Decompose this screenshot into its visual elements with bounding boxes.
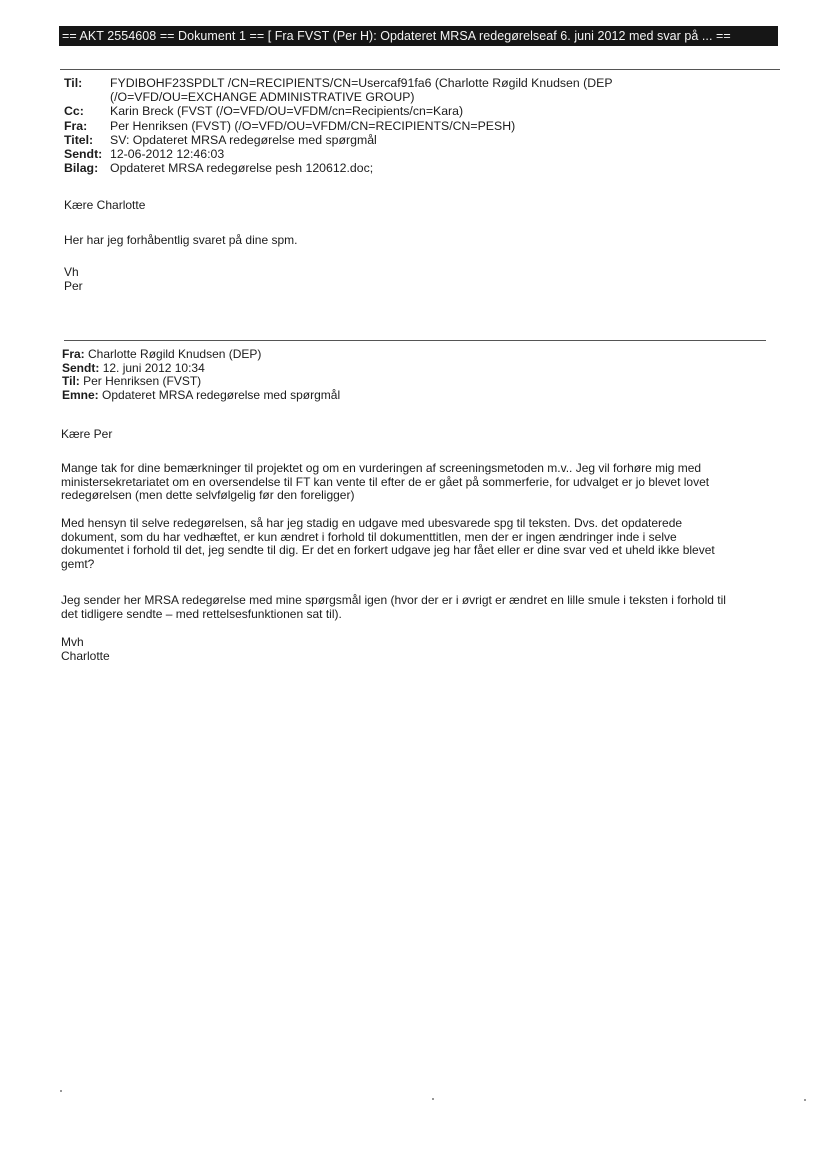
scan-speck <box>804 1099 806 1101</box>
reply-name: Per <box>64 279 83 293</box>
sendt-value: 12-06-2012 12:46:03 <box>110 147 225 162</box>
fra-label: Fra: <box>64 118 88 133</box>
fra-value: Per Henriksen (FVST) (/O=VFD/OU=VFDM/CN=RECIPIENTS/CN=PESH) <box>110 118 516 133</box>
quote-divider <box>64 340 766 341</box>
original-til-value: Per Henriksen (FVST) <box>83 374 202 389</box>
scan-speck <box>60 1090 62 1092</box>
reply-closing: Vh <box>64 265 79 279</box>
original-greeting: Kære Per <box>61 427 113 441</box>
original-fra-row <box>62 348 340 362</box>
header-row-cc <box>64 104 670 118</box>
scan-speck <box>432 1098 434 1100</box>
paragraph-1-line-1: Mange tak for dine bemærkninger til projektet og om en vurderingen af screeningsmetoden m.v.. Jeg vil forhøre mig med <box>61 461 702 475</box>
original-sendt-row <box>62 362 340 376</box>
reply-signature <box>64 265 83 293</box>
header-row-titel <box>64 133 670 147</box>
original-sendt-value: 12. juni 2012 10:34 <box>102 360 205 375</box>
header-row-fra <box>64 119 670 133</box>
original-emne-label: Emne: <box>62 387 99 402</box>
sendt-label: Sendt: <box>64 147 103 162</box>
paragraph-1-line-3: redegørelsen (men dette selvfølgelig før den foreligger) <box>61 488 355 503</box>
paragraph-3-line-1: Jeg sender her MRSA redegørelse med mine spørgsmål igen (hvor der er i øvrigt er ændret en lille smule i teksten i forhold til <box>61 593 726 607</box>
original-closing: Mvh <box>61 635 84 649</box>
bilag-label: Bilag: <box>64 161 99 176</box>
cc-value: Karin Breck (FVST (/O=VFD/OU=VFDM/cn=Recipients/cn=Kara) <box>110 104 464 119</box>
reply-body: Her har jeg forhåbentlig svaret på dine spm. <box>64 233 298 247</box>
paragraph-2-line-3: dokumentet i forhold til det, jeg sendte til dig. Er det en forkert udgave jeg har fået eller er dine svar ved et uheld ikke blevet <box>61 543 715 558</box>
titel-value: SV: Opdateret MRSA redegørelse med spørgmål <box>110 132 377 147</box>
til-value-line1: FYDIBOHF23SPDLT /CN=RECIPIENTS/CN=Usercaf91fa6 (Charlotte Røgild Knudsen (DEP <box>110 76 613 90</box>
header-row-sendt <box>64 147 670 161</box>
reply-greeting: Kære Charlotte <box>64 198 146 212</box>
original-fra-label: Fra: <box>62 347 85 361</box>
document-banner: == AKT 2554608 == Dokument 1 == [ Fra FVST (Per H): Opdateret MRSA redegørelseaf 6. juni 2012 med svar på ... == <box>59 26 778 46</box>
titel-label: Titel: <box>64 132 94 147</box>
header-row-bilag <box>64 161 670 175</box>
original-paragraph-3 <box>61 594 766 621</box>
til-value <box>110 76 670 104</box>
header-row-til <box>64 76 670 104</box>
original-emne-value: Opdateret MRSA redegørelse med spørgmål <box>102 387 341 402</box>
original-sendt-label: Sendt: <box>62 360 100 375</box>
email-header <box>64 76 670 175</box>
paragraph-2-line-4: gemt? <box>61 556 95 571</box>
bilag-value: Opdateret MRSA redegørelse pesh 120612.doc; <box>110 161 374 176</box>
til-label: Til: <box>64 76 83 90</box>
paragraph-3-line-2: det tidligere sendte – med rettelsesfunktionen sat til). <box>61 606 342 621</box>
original-name: Charlotte <box>61 648 110 663</box>
original-signature <box>61 636 766 663</box>
paragraph-2-line-2: dokument, som du har vedhæftet, er kun ændret i forhold til dokumenttitlen, men der er ingen ændringer inde i selve <box>61 529 677 544</box>
cc-label: Cc: <box>64 104 84 119</box>
original-til-label: Til: <box>62 374 80 389</box>
header-divider <box>60 69 780 70</box>
original-paragraph-1 <box>61 462 766 503</box>
original-emne-row <box>62 389 340 403</box>
original-header <box>62 348 340 402</box>
original-til-row <box>62 375 340 389</box>
til-value-line2: (/O=VFD/OU=EXCHANGE ADMINISTRATIVE GROUP) <box>110 90 415 105</box>
original-paragraph-2 <box>61 517 766 571</box>
original-fra-value: Charlotte Røgild Knudsen (DEP) <box>88 347 262 361</box>
paragraph-2-line-1: Med hensyn til selve redegørelsen, så har jeg stadig en udgave med ubesvarede spg til teksten. Dvs. det opdaterede <box>61 516 683 530</box>
paragraph-1-line-2: ministersekretariatet om en oversendelse til FT kan vente til efter de er gået på sommerferie, for udvalget er jo blevet lovet <box>61 474 710 489</box>
